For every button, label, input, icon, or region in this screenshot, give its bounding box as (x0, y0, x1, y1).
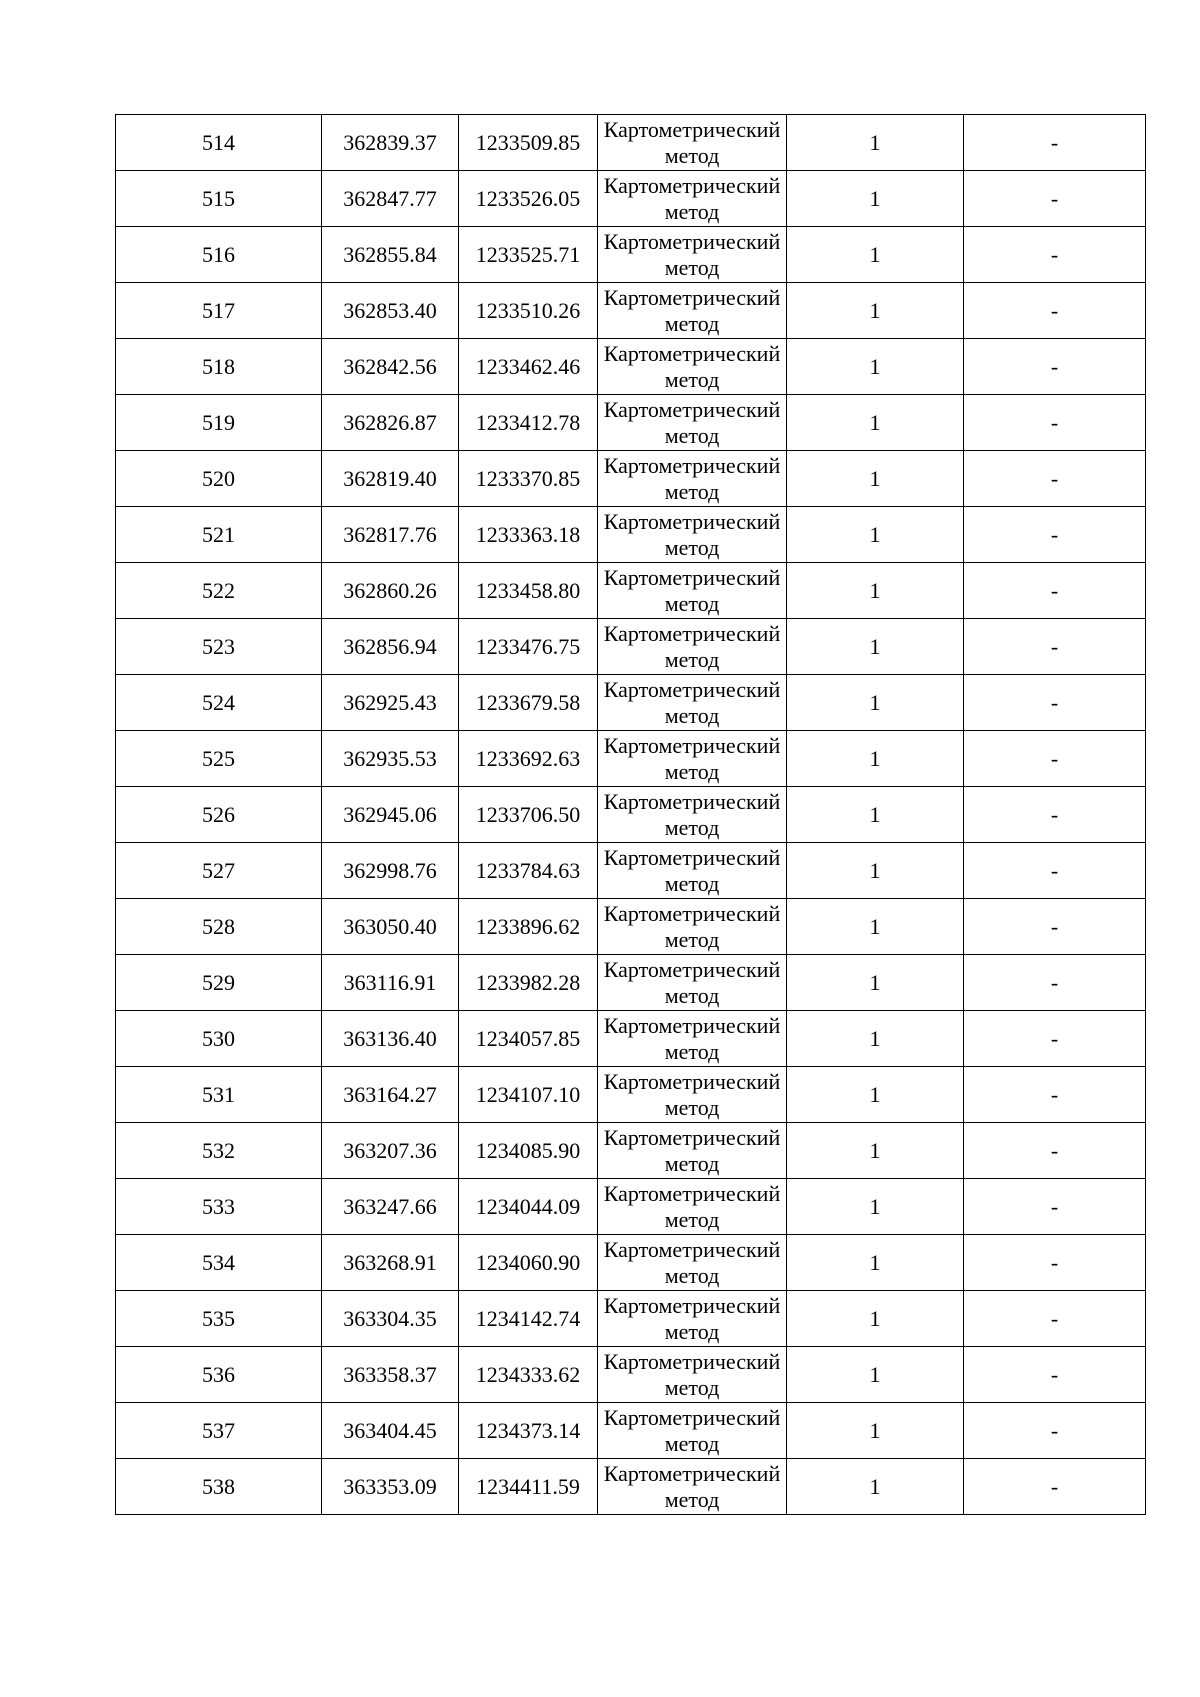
table-row (116, 955, 1146, 1011)
note-cell: - (964, 1067, 1146, 1123)
accuracy-cell: 1 (787, 1403, 964, 1459)
point-number-cell: 525 (116, 731, 322, 787)
coordinate-y-cell: 1234142.74 (459, 1291, 598, 1347)
note-cell: - (964, 1011, 1146, 1067)
method-cell: Картометрический метод (598, 843, 787, 899)
coordinate-x-cell: 362945.06 (322, 787, 459, 843)
accuracy-cell: 1 (787, 283, 964, 339)
point-number-cell: 527 (116, 843, 322, 899)
accuracy-cell: 1 (787, 115, 964, 171)
method-cell: Картометрический метод (598, 899, 787, 955)
coordinate-y-cell: 1234057.85 (459, 1011, 598, 1067)
note-cell: - (964, 1459, 1146, 1515)
coordinate-y-cell: 1233692.63 (459, 731, 598, 787)
table-row (116, 731, 1146, 787)
note-cell: - (964, 619, 1146, 675)
note-cell: - (964, 395, 1146, 451)
accuracy-cell: 1 (787, 675, 964, 731)
accuracy-cell: 1 (787, 619, 964, 675)
table-row (116, 1235, 1146, 1291)
coordinates-table-body (116, 115, 1146, 1515)
table-row (116, 1179, 1146, 1235)
table-row (116, 1459, 1146, 1515)
accuracy-cell: 1 (787, 395, 964, 451)
accuracy-cell: 1 (787, 227, 964, 283)
coordinate-x-cell: 362842.56 (322, 339, 459, 395)
note-cell: - (964, 1347, 1146, 1403)
method-cell: Картометрический метод (598, 1459, 787, 1515)
table-row (116, 1067, 1146, 1123)
table-row (116, 395, 1146, 451)
coordinate-y-cell: 1233896.62 (459, 899, 598, 955)
note-cell: - (964, 1291, 1146, 1347)
coordinate-x-cell: 362925.43 (322, 675, 459, 731)
accuracy-cell: 1 (787, 1179, 964, 1235)
accuracy-cell: 1 (787, 731, 964, 787)
note-cell: - (964, 1179, 1146, 1235)
coordinate-y-cell: 1233510.26 (459, 283, 598, 339)
table-row (116, 171, 1146, 227)
coordinate-y-cell: 1233509.85 (459, 115, 598, 171)
coordinate-y-cell: 1234044.09 (459, 1179, 598, 1235)
method-cell: Картометрический метод (598, 283, 787, 339)
accuracy-cell: 1 (787, 1011, 964, 1067)
point-number-cell: 515 (116, 171, 322, 227)
coordinate-y-cell: 1233526.05 (459, 171, 598, 227)
coordinate-y-cell: 1233412.78 (459, 395, 598, 451)
method-cell: Картометрический метод (598, 955, 787, 1011)
accuracy-cell: 1 (787, 899, 964, 955)
coordinate-y-cell: 1234373.14 (459, 1403, 598, 1459)
coordinate-y-cell: 1233982.28 (459, 955, 598, 1011)
note-cell: - (964, 899, 1146, 955)
table-row (116, 787, 1146, 843)
point-number-cell: 536 (116, 1347, 322, 1403)
method-cell: Картометрический метод (598, 339, 787, 395)
note-cell: - (964, 731, 1146, 787)
accuracy-cell: 1 (787, 1459, 964, 1515)
table-row (116, 1403, 1146, 1459)
coordinate-y-cell: 1233363.18 (459, 507, 598, 563)
accuracy-cell: 1 (787, 787, 964, 843)
table-row (116, 507, 1146, 563)
table-row (116, 843, 1146, 899)
method-cell: Картометрический метод (598, 675, 787, 731)
table-row (116, 227, 1146, 283)
point-number-cell: 537 (116, 1403, 322, 1459)
table-row (116, 899, 1146, 955)
note-cell: - (964, 787, 1146, 843)
coordinate-x-cell: 363304.35 (322, 1291, 459, 1347)
point-number-cell: 517 (116, 283, 322, 339)
coordinate-x-cell: 362839.37 (322, 115, 459, 171)
coordinate-y-cell: 1233462.46 (459, 339, 598, 395)
note-cell: - (964, 451, 1146, 507)
accuracy-cell: 1 (787, 563, 964, 619)
method-cell: Картометрический метод (598, 1291, 787, 1347)
accuracy-cell: 1 (787, 1123, 964, 1179)
coordinate-y-cell: 1234060.90 (459, 1235, 598, 1291)
coordinate-x-cell: 363358.37 (322, 1347, 459, 1403)
table-row (116, 339, 1146, 395)
coordinate-x-cell: 363136.40 (322, 1011, 459, 1067)
table-row (116, 675, 1146, 731)
coordinate-x-cell: 363116.91 (322, 955, 459, 1011)
coordinate-x-cell: 362855.84 (322, 227, 459, 283)
point-number-cell: 533 (116, 1179, 322, 1235)
method-cell: Картометрический метод (598, 1067, 787, 1123)
point-number-cell: 521 (116, 507, 322, 563)
note-cell: - (964, 675, 1146, 731)
accuracy-cell: 1 (787, 339, 964, 395)
note-cell: - (964, 171, 1146, 227)
table-row (116, 115, 1146, 171)
coordinate-x-cell: 362853.40 (322, 283, 459, 339)
point-number-cell: 531 (116, 1067, 322, 1123)
point-number-cell: 538 (116, 1459, 322, 1515)
note-cell: - (964, 563, 1146, 619)
method-cell: Картометрический метод (598, 731, 787, 787)
point-number-cell: 532 (116, 1123, 322, 1179)
method-cell: Картометрический метод (598, 395, 787, 451)
point-number-cell: 528 (116, 899, 322, 955)
coordinate-y-cell: 1233706.50 (459, 787, 598, 843)
note-cell: - (964, 1123, 1146, 1179)
coordinate-x-cell: 363247.66 (322, 1179, 459, 1235)
method-cell: Картометрический метод (598, 1179, 787, 1235)
coordinate-x-cell: 363050.40 (322, 899, 459, 955)
method-cell: Картометрический метод (598, 507, 787, 563)
coordinate-x-cell: 362860.26 (322, 563, 459, 619)
method-cell: Картометрический метод (598, 1235, 787, 1291)
note-cell: - (964, 843, 1146, 899)
coordinate-x-cell: 362847.77 (322, 171, 459, 227)
method-cell: Картометрический метод (598, 171, 787, 227)
accuracy-cell: 1 (787, 843, 964, 899)
method-cell: Картометрический метод (598, 115, 787, 171)
note-cell: - (964, 955, 1146, 1011)
point-number-cell: 526 (116, 787, 322, 843)
coordinate-x-cell: 362826.87 (322, 395, 459, 451)
accuracy-cell: 1 (787, 1235, 964, 1291)
coordinate-y-cell: 1233679.58 (459, 675, 598, 731)
point-number-cell: 522 (116, 563, 322, 619)
note-cell: - (964, 339, 1146, 395)
note-cell: - (964, 283, 1146, 339)
coordinate-x-cell: 362817.76 (322, 507, 459, 563)
accuracy-cell: 1 (787, 171, 964, 227)
coordinate-x-cell: 363353.09 (322, 1459, 459, 1515)
table-row (116, 1347, 1146, 1403)
method-cell: Картометрический метод (598, 563, 787, 619)
coordinate-x-cell: 362856.94 (322, 619, 459, 675)
point-number-cell: 524 (116, 675, 322, 731)
table-row (116, 563, 1146, 619)
table-row (116, 1123, 1146, 1179)
coordinate-y-cell: 1234411.59 (459, 1459, 598, 1515)
method-cell: Картометрический метод (598, 619, 787, 675)
method-cell: Картометрический метод (598, 227, 787, 283)
accuracy-cell: 1 (787, 507, 964, 563)
coordinate-x-cell: 363404.45 (322, 1403, 459, 1459)
accuracy-cell: 1 (787, 1347, 964, 1403)
coordinate-x-cell: 363164.27 (322, 1067, 459, 1123)
method-cell: Картометрический метод (598, 787, 787, 843)
note-cell: - (964, 1403, 1146, 1459)
table-row (116, 1291, 1146, 1347)
point-number-cell: 519 (116, 395, 322, 451)
method-cell: Картометрический метод (598, 1011, 787, 1067)
coordinate-x-cell: 362998.76 (322, 843, 459, 899)
note-cell: - (964, 227, 1146, 283)
point-number-cell: 518 (116, 339, 322, 395)
method-cell: Картометрический метод (598, 1347, 787, 1403)
coordinate-x-cell: 363207.36 (322, 1123, 459, 1179)
accuracy-cell: 1 (787, 1067, 964, 1123)
table-row (116, 283, 1146, 339)
coordinate-x-cell: 362819.40 (322, 451, 459, 507)
method-cell: Картометрический метод (598, 451, 787, 507)
note-cell: - (964, 115, 1146, 171)
coordinate-y-cell: 1233784.63 (459, 843, 598, 899)
accuracy-cell: 1 (787, 451, 964, 507)
coordinate-y-cell: 1233370.85 (459, 451, 598, 507)
method-cell: Картометрический метод (598, 1123, 787, 1179)
method-cell: Картометрический метод (598, 1403, 787, 1459)
coordinate-y-cell: 1234085.90 (459, 1123, 598, 1179)
coordinate-y-cell: 1233458.80 (459, 563, 598, 619)
coordinate-x-cell: 362935.53 (322, 731, 459, 787)
table-row (116, 451, 1146, 507)
point-number-cell: 529 (116, 955, 322, 1011)
coordinate-y-cell: 1233476.75 (459, 619, 598, 675)
coordinate-y-cell: 1234107.10 (459, 1067, 598, 1123)
point-number-cell: 514 (116, 115, 322, 171)
coordinates-table (115, 114, 1146, 1515)
table-row (116, 619, 1146, 675)
coordinate-x-cell: 363268.91 (322, 1235, 459, 1291)
note-cell: - (964, 1235, 1146, 1291)
point-number-cell: 534 (116, 1235, 322, 1291)
point-number-cell: 530 (116, 1011, 322, 1067)
table-row (116, 1011, 1146, 1067)
point-number-cell: 535 (116, 1291, 322, 1347)
coordinate-y-cell: 1233525.71 (459, 227, 598, 283)
note-cell: - (964, 507, 1146, 563)
coordinate-y-cell: 1234333.62 (459, 1347, 598, 1403)
point-number-cell: 520 (116, 451, 322, 507)
point-number-cell: 516 (116, 227, 322, 283)
accuracy-cell: 1 (787, 955, 964, 1011)
point-number-cell: 523 (116, 619, 322, 675)
accuracy-cell: 1 (787, 1291, 964, 1347)
